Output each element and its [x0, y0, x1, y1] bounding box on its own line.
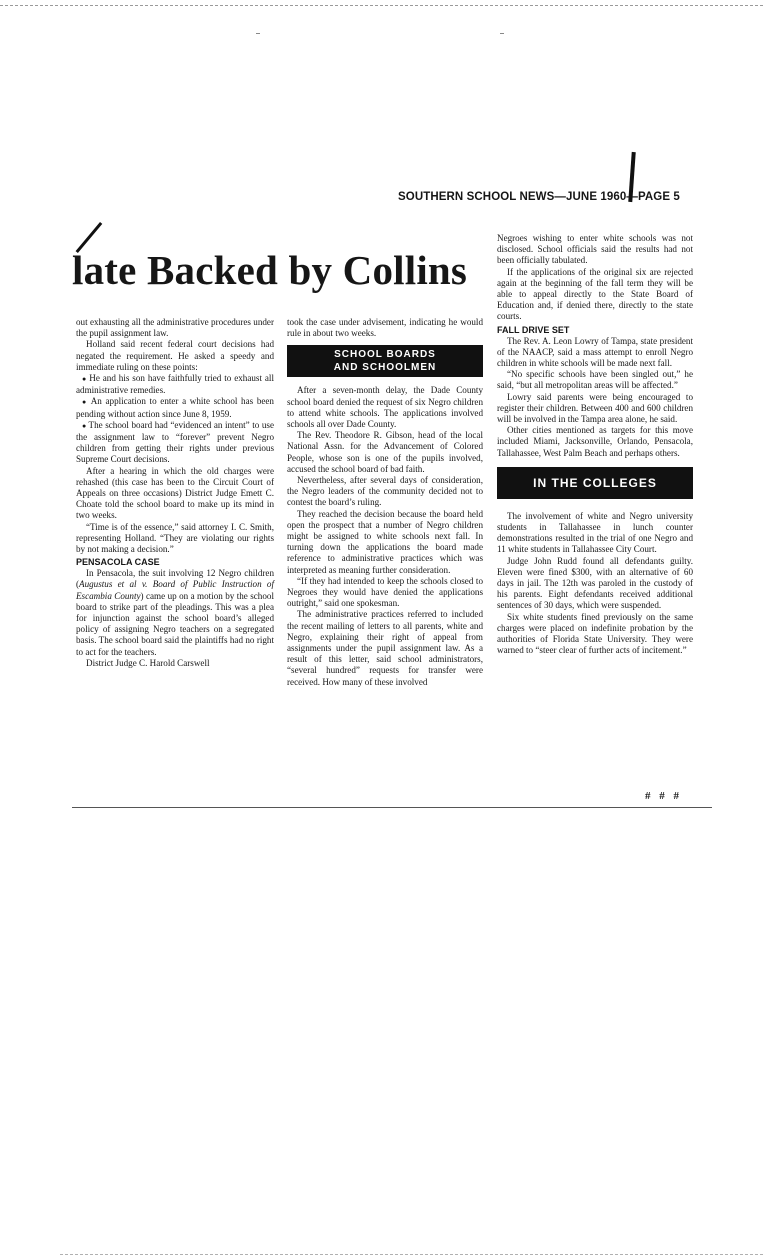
bottom-dashed-rule	[60, 1254, 763, 1255]
paragraph: Other cities mentioned as targets for this move included Miami, Jacksonville, Orlando, Pensacola, Tallahassee, West Palm Beach and perhaps others.	[497, 425, 693, 458]
section-heading-school-boards	[287, 345, 483, 377]
column-1	[76, 317, 274, 669]
column-3-lead	[497, 233, 693, 323]
paragraph: In Pensacola, the suit involving 12 Negro children (Augustus et al v. Board of Public Instruction of Escambia County) came up on a motion by the school board to strike part of the pleadings. This was a plea for injunction against the school board’s alleged policy of assigning Negro teachers on a segregated basis. The school board said the plaintiffs had no right to act for the teachers.	[76, 568, 274, 657]
paragraph: The Rev. Theodore R. Gibson, head of the local National Assn. for the Advancement of Colored People, whose son is one of the pupils involved, accused the school board of bad faith.	[287, 430, 483, 474]
section-heading-colleges: IN THE COLLEGES	[497, 467, 693, 499]
subhead-fall-drive: FALL DRIVE SET	[497, 324, 570, 335]
paragraph: After a seven-month delay, the Dade County school board denied the request of six Negro children to attend white schools. The applications involved schools all over Dade County.	[287, 385, 483, 430]
print-speck	[500, 33, 504, 34]
paragraph: After a hearing in which the old charges were rehashed (this case has been to the Circuit Court of Appeals on three occasions) District Judge Emett C. Choate told the school board to make up its mind in two weeks.	[76, 465, 274, 521]
paragraph: Lowry said parents were being encouraged to register their children. Between 400 and 600 children will be involved in the Tampa area alone, he said.	[497, 391, 693, 425]
paragraph: ● An application to enter a white school has been pending without action since June 8, 1959.	[76, 396, 274, 419]
top-dashed-rule	[0, 5, 763, 6]
section-heading-line: AND SCHOOLMEN	[333, 362, 437, 374]
paragraph: “Time is of the essence,” said attorney I. C. Smith, representing Holland. “They are violating our rights by not making a decision.”	[76, 521, 274, 555]
paragraph: out exhausting all the administrative procedures under the pupil assignment law.	[76, 317, 274, 339]
end-mark: # # #	[645, 790, 682, 802]
paragraph: The involvement of white and Negro university students in Tallahassee in lunch counter demonstrations resulted in the trial of one Negro and 11 white students in Tallahassee City Court.	[497, 510, 693, 555]
paragraph: took the case under advisement, indicating he would rule in about two weeks.	[287, 317, 483, 339]
paragraph: Six white students fined previously on the same charges were placed on indefinite probation by the authorities of Florida State University. They were warned to “steer clear of further acts of incitement.”	[497, 611, 693, 656]
paragraph: Nevertheless, after several days of consideration, the Negro leaders of the community decided not to contest the board’s ruling.	[287, 475, 483, 508]
paragraph: Negroes wishing to enter white schools was not disclosed. School officials said the results had not been officially tabulated.	[497, 233, 693, 266]
print-speck	[256, 33, 260, 34]
column-2-body	[287, 385, 483, 687]
page-masthead: SOUTHERN SCHOOL NEWS—JUNE 1960—PAGE 5	[398, 191, 680, 203]
paragraph: They reached the decision because the board held open the prospect that a number of Negro children might be assigned to white schools next fall. In turning down the applications the board made reference to administrative practices which was interpreted as meaning further consideration.	[287, 508, 483, 575]
paragraph: “If they had intended to keep the schools closed to Negroes they would have denied the applications outright,” said one spokesman.	[287, 575, 483, 609]
paragraph: The administrative practices referred to included the recent mailing of letters to all parents, white and Negro, explaining their right of appeal from assignments under the pupil assignment law. As a result of this letter, said school administrators, “several hundred” requests for transfer were received. How many of these involved	[287, 609, 483, 687]
subhead-pensacola: PENSACOLA CASE	[76, 557, 160, 568]
paragraph: If the applications of the original six are rejected again at the beginning of the fall term they will be able to appeal directly to the State Board of Education and, if denied there, directly to the state courts.	[497, 266, 693, 322]
paragraph: Holland said recent federal court decisions had negated the requirement. He asked a speedy and immediate ruling on these points:	[76, 339, 274, 372]
section-heading-line: SCHOOL BOARDS	[334, 349, 436, 361]
paragraph: ● The school board had “evidenced an intent” to use the assignment law to “forever” prevent Negro children from getting their rights under previous Supreme Court decisions.	[76, 420, 274, 466]
column-1-body	[76, 317, 274, 555]
paragraph: District Judge C. Harold Carswell	[86, 657, 210, 668]
column-2	[287, 317, 483, 688]
bottom-rule	[72, 807, 712, 808]
column-3	[497, 233, 693, 657]
headline: late Backed by Collins	[72, 247, 468, 293]
paragraph: The Rev. A. Leon Lowry of Tampa, state president of the NAACP, said a mass attempt to enroll Negro children in white schools will be made next fall.	[497, 335, 693, 369]
paragraph: ● He and his son have faithfully tried to exhaust all administrative remedies.	[76, 373, 274, 396]
paragraph: Judge John Rudd found all defendants guilty. Eleven were fined $300, with an alternative of 60 days in jail. The 12th was paroled in the custody of his parents. Eight defendants received additional sentences of 30 days, which were suspended.	[497, 555, 693, 611]
paragraph: “No specific schools have been singled out,” he said, “but all metropolitan areas will be affected.”	[497, 369, 693, 391]
column-3-colleges-body	[497, 511, 693, 657]
column-3-fall-body	[497, 336, 693, 459]
